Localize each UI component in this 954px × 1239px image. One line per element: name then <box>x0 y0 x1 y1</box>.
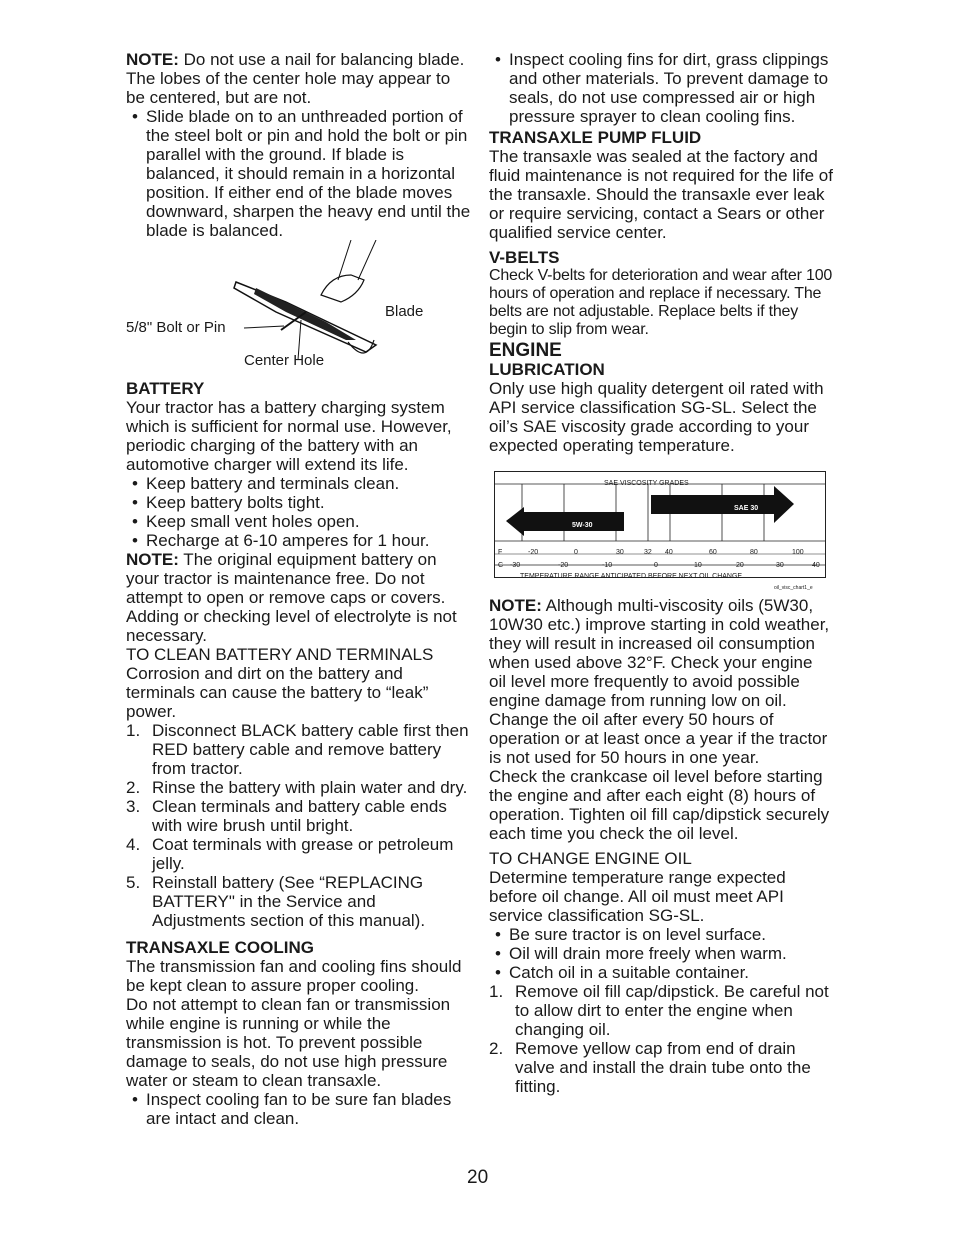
f-tick: 0 <box>574 549 578 556</box>
c-tick: 0 <box>654 562 658 569</box>
change-oil-step: 2. Remove yellow cap from end of drain valve and install the drain tube onto the fitting. <box>489 1039 811 1096</box>
vbelts-heading: V-BELTS <box>489 248 560 267</box>
battery-bullet: • Keep battery bolts tight. <box>126 493 471 512</box>
bolt-label: 5/8" Bolt or Pin <box>126 319 226 336</box>
f-axis-label: F <box>498 549 503 556</box>
change-oil-bullet: • Be sure tractor is on level surface. <box>489 925 834 944</box>
viscosity-chart-title: SAE VISCOSITY GRADES <box>604 480 689 487</box>
lubrication-text: Only use high quality detergent oil rated with API service classification SG-SL. Select the oil’s SAE viscosity grade according to your expected operating temperature. <box>489 379 824 455</box>
f-tick: -20 <box>528 549 539 556</box>
sae30-label: SAE 30 <box>734 505 759 512</box>
change-interval-text: Change the oil after every 50 hours of operation or at least once a year if the tractor is not used for 50 hours in one year. <box>489 710 828 767</box>
center-hole-label: Center Hole <box>244 352 325 369</box>
f-tick: 80 <box>750 549 758 556</box>
c-tick: -30 <box>510 562 521 569</box>
change-oil-step: 1. Remove oil fill cap/dipstick. Be careful not to allow dirt to enter the engine when changing oil. <box>489 982 829 1039</box>
c-tick: -20 <box>558 562 569 569</box>
change-oil-heading: TO CHANGE ENGINE OIL <box>489 849 692 868</box>
battery-bullet: • Keep battery and terminals clean. <box>126 474 471 493</box>
engine-heading: ENGINE <box>489 340 562 361</box>
battery-note: NOTE: The original equipment battery on your tractor is maintenance free. Do not attempt to open or remove caps or covers. Adding or checking level of electrolyte is not necessary. <box>126 550 457 645</box>
battery-heading: BATTERY <box>126 379 205 398</box>
f-tick: 32 <box>644 549 652 556</box>
battery-bullet: • Recharge at 6-10 amperes for 1 hour. <box>126 531 471 550</box>
change-oil-bullet: • Catch oil in a suitable container. <box>489 963 834 982</box>
f-tick: 40 <box>665 549 673 556</box>
blade-figure <box>126 240 471 375</box>
f-tick: 60 <box>709 549 717 556</box>
viscosity-chart-code: oil_visc_chart1_e <box>774 585 813 591</box>
left-column <box>126 50 471 1128</box>
pump-heading: TRANSAXLE PUMP FLUID <box>489 128 702 147</box>
f-tick: 100 <box>792 549 804 556</box>
c-tick: 30 <box>776 562 784 569</box>
sae30-bar <box>651 486 794 523</box>
f-tick: 30 <box>616 549 624 556</box>
clean-heading: TO CLEAN BATTERY AND TERMINALS <box>126 645 434 664</box>
change-oil-intro: Determine temperature range expected before oil change. All oil must meet API service classification SG-SL. <box>489 868 786 925</box>
right-column <box>489 50 834 1096</box>
c-axis-label: C <box>498 562 504 569</box>
oil-note: NOTE: Although multi-viscosity oils (5W30, 10W30 etc.) improve starting in cold weather, they will result in increased oil consumption when used above 32°F. Check your engine oil level more frequently to avoid possible engine damage from running low on oil. <box>489 596 830 710</box>
viscosity-chart-footer: TEMPERATURE RANGE ANTICIPATED BEFORE NEXT OIL CHANGE <box>520 573 743 580</box>
clean-step: 5. Reinstall battery (See “REPLACING BATTERY" in the Service and Adjustments section of this manual). <box>126 873 426 930</box>
cooling-heading: TRANSAXLE COOLING <box>126 938 314 957</box>
fins-bullet: • Inspect cooling fins for dirt, grass clippings and other materials. To prevent damage to seals, do not use compressed air or high pressure sprayer to clean cooling fins. <box>489 50 834 126</box>
c-tick: -10 <box>602 562 613 569</box>
clean-step: 4. Coat terminals with grease or petroleum jelly. <box>126 835 454 873</box>
battery-bullet: • Keep small vent holes open. <box>126 512 471 531</box>
cooling-paragraph: The transmission fan and cooling fins should be kept clean to assure proper cooling. <box>126 957 462 995</box>
clean-intro: Corrosion and dirt on the battery and terminals can cause the battery to “leak” power. <box>126 664 429 721</box>
lubrication-heading: LUBRICATION <box>489 360 605 379</box>
blade-label: Blade <box>385 303 424 320</box>
c-tick: 40 <box>812 562 820 569</box>
change-oil-bullet: • Oil will drain more freely when warm. <box>489 944 834 963</box>
clean-step: 2. Rinse the battery with plain water and dry. <box>126 778 468 797</box>
c-tick: 10 <box>694 562 702 569</box>
check-level-text: Check the crankcase oil level before starting the engine and after each eight (8) hours of operation. Tighten oil fill cap/dipstick securely each time you check the oil level. <box>489 767 830 843</box>
5w30-label: 5W-30 <box>572 522 593 529</box>
5w30-bar <box>506 507 624 536</box>
page-number: 20 <box>467 1167 489 1188</box>
blade-note: NOTE: Do not use a nail for balancing blade. The lobes of the center hole may appear to be centered, but are not. <box>126 50 465 107</box>
clean-step: 3. Clean terminals and battery cable ends with wire brush until bright. <box>126 797 447 835</box>
vbelts-text: Check V-belts for deterioration and wear after 100 hours of operation and replace if necessary. The belts are not adjustable. Replace belts if they begin to slip from wear. <box>489 267 833 338</box>
viscosity-chart <box>494 471 828 596</box>
cooling-paragraph: Do not attempt to clean fan or transmission while engine is running or while the transmission is hot. To prevent possible damage to seals, do not use high pressure water or steam to clean transaxle. <box>126 995 451 1090</box>
cooling-bullet: • Inspect cooling fan to be sure fan blades are intact and clean. <box>126 1090 471 1128</box>
c-tick: 20 <box>736 562 744 569</box>
clean-step: 1. Disconnect BLACK battery cable first then RED battery cable and remove battery from tractor. <box>126 721 469 778</box>
pump-text: The transaxle was sealed at the factory and fluid maintenance is not required for the life of the transaxle. Should the transaxle ever leak or require servicing, contact a Sears or other qualified service center. <box>489 147 833 242</box>
blade-bullet: • Slide blade on to an unthreaded portion of the steel bolt or pin and hold the bolt or pin parallel with the ground. If blade is balanced, it should remain in a horizontal position. If either end of the blade moves downward, sharpen the heavy end until the blade is balanced. <box>126 107 471 240</box>
battery-intro: Your tractor has a battery charging system which is sufficient for normal use. However, periodic charging of the battery with an automotive charger will extend its life. <box>126 398 452 474</box>
